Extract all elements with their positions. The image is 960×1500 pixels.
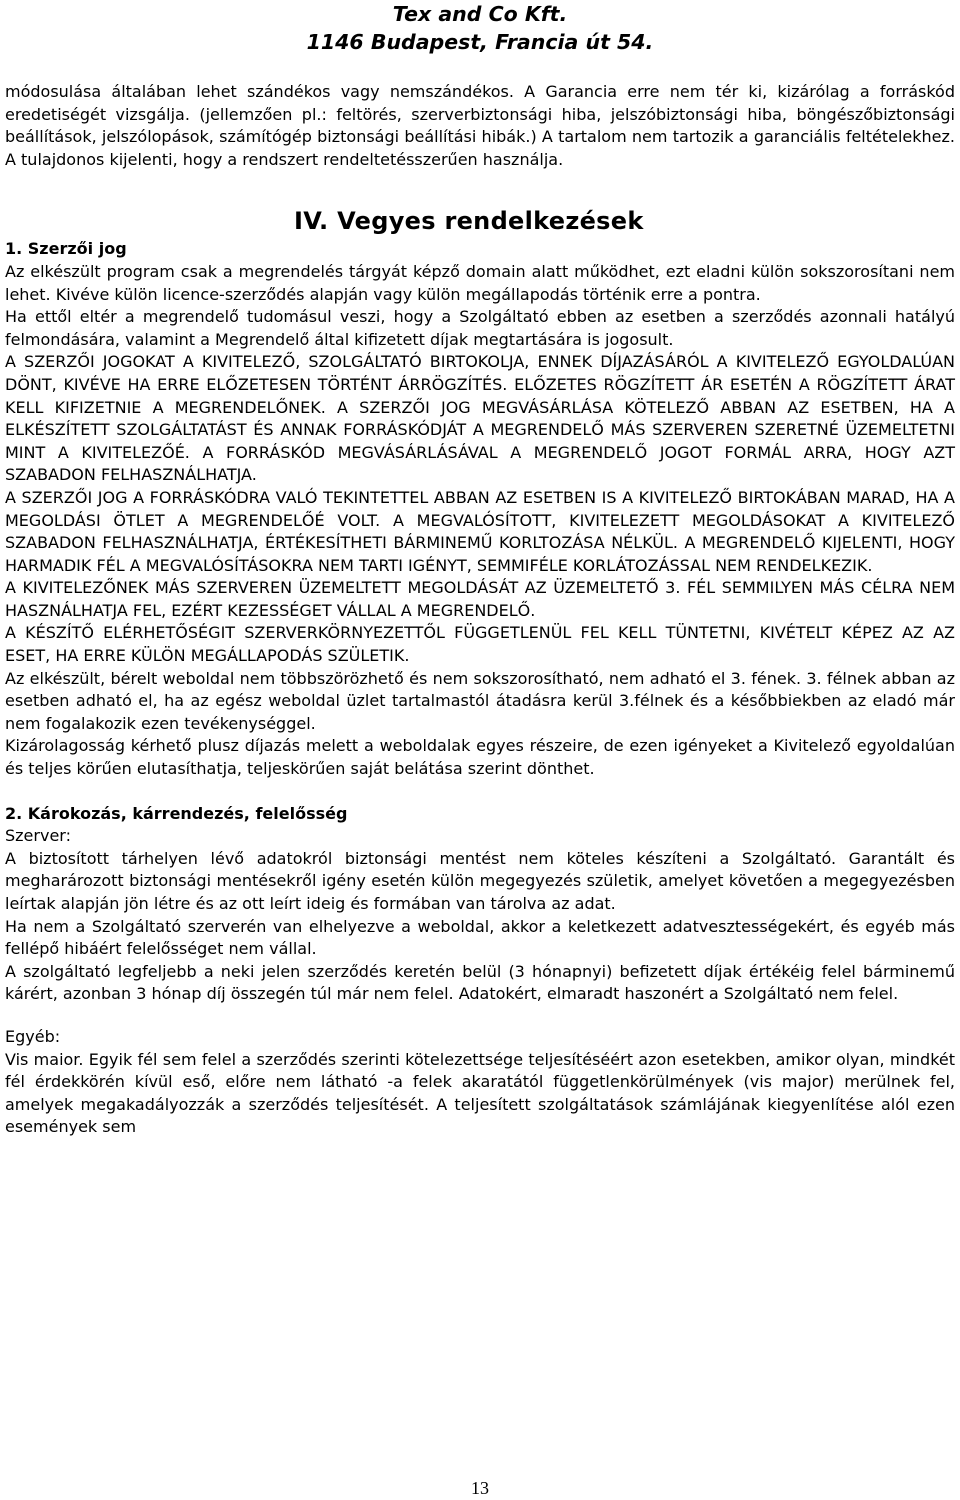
subsection-title-damages: 2. Károkozás, kárrendezés, felelősség [5,803,348,823]
damages-paragraph-1: A biztosított tárhelyen lévő adatokról biztonsági mentést nem köteles készíteni a Szolgáltató. Garantált és megharározott biztonsági mentésekről igény esetén külön megegyezés születik, amelyet követően a megegyezésben leírtak alapján jön létre és az ott leírt ideig és formában van tárolva az adat. [5,848,955,913]
copyright-paragraph-3: A SZERZŐI JOGOKAT A KIVITELEZŐ, SZOLGÁLTATÓ BIRTOKOLJA, ENNEK DÍJAZÁSÁRÓL A KIVITELEZŐ EGYOLDALÚAN DÖNT, KIVÉVE HA ERRE ELŐZETESEN TÖRTÉNT ÁRRÖGZÍTÉS. ELŐZETES RÖGZÍTETT ÁR ESETÉN A RÖGZÍTETT ÁRAT KELL KIFIZETNIE A MEGRENDELŐNEK. A SZERZŐI JOG MEGVÁSÁRLÁSA KÖTELEZŐ ABBAN AZ ESETBEN, HA A ELKÉSZÍTETT SZOLGÁLTATÁST ÉS ANNAK FORRÁSKÓDJÁT A MEGRENDELŐ MÁS SZERVEREN SZERETNÉ ÜZEMELTETNI MINT A KIVITELEZŐÉ. A FORRÁSKÓD MEGVÁSÁRLÁSÁVAL A MEGRENDELŐ JOGOT FORMÁL ARRA, HOGY AZT SZABADON FELHASZNÁLHATJA. [5,352,955,485]
copyright-paragraph-1: Az elkészült program csak a megrendelés tárgyát képző domain alatt működhet, ezt eladni külön sokszorosítani nem lehet. Kivéve külön licence-szerződés alapján vagy külön megállapodás történik erre a pontra. [5,261,955,304]
copyright-paragraph-2: Ha ettől eltér a megrendelő tudomásul veszi, hogy a Szolgáltató ebben az esetben a szerződés azonnali hatályú felmondására, valamint a Megrendelő által kifizetett díjak megtartására is jogosult. [5,307,955,349]
page-number: 13 [471,1478,489,1498]
intro-paragraph: módosulása általában lehet szándékos vagy nemszándékos. A Garancia erre nem tér ki, kizárólag a forráskód eredetiségét vizsgálja. (jellemzően pl.: feltörés, szerverbiztonsági hiba, jelszóbiztonsági hiba, böngészőbiztonsági beállítások, jelszólopások, számítógép biztonsági beállítási hibák.) A tartalom nem tartozik a garanciális feltételekhez. A tulajdonos kijelenti, hogy a rendszert rendeltetésszerűen használja. [5,82,955,169]
damages-paragraph-2: Ha nem a Szolgáltató szerverén van elhelyezve a weboldal, akkor a keletkezett adatvesztességekért, és egyéb más fellépő hibáért felelősséget nem vállal. [5,916,955,959]
server-label: Szerver: [5,826,71,846]
subsection-title-copyright: 1. Szerzői jog [5,239,127,259]
document-body [5,81,955,1139]
copyright-paragraph-4: A SZERZŐI JOG A FORRÁSKÓDRA VALÓ TEKINTETTEL ABBAN AZ ESETBEN IS A KIVITELEZŐ BIRTOKÁBAN MARAD, HA A MEGOLDÁSI ÖTLET A MEGRENDELŐÉ VOLT. A MEGVALÓSÍTOTT, KIVITELEZETT MEGOLDÁSOKAT A KIVITELEZŐ SZABADON FELHASZNÁLHATJA, ÉRTÉKESÍTHETI BÁRMINEMŰ KORLTOZÁSA NÉLKÜL. A MEGRENDELŐ KIJELENTI, HOGY HARMADIK FÉL A MEGVALÓSÍTÁSOKRA NEM TARTI IGÉNYT, SEMMIFÉLE KORLÁTOZÁSSAL NEM RENDELKEZIK. [5,487,955,575]
company-name: Tex and Co Kft. [392,2,568,26]
copyright-paragraph-8: Kizárolagosság kérhető plusz díjazás melett a weboldalak egyes részeire, de ezen igényeket a Kivitelező egyoldalúan és teljes körűen elutasíthatja, teljeskörűen saját belátása szerint dönthet. [5,736,955,779]
copyright-paragraph-7: Az elkészült, bérelt weboldal nem többszörözhető és nem sokszorosítható, nem adható el 3. fének. 3. félnek abban az esetben adható el, ha az egész weboldal üzlet tartalmastól átadásra kerül 3.félnek és a későbbiekben az eladó már nem fogalakozik ezen tevékenységgel. [5,668,955,733]
copyright-paragraph-5: A KIVITELEZŐNEK MÁS SZERVEREN ÜZEMELTETT MEGOLDÁSÁT AZ ÜZEMELTETŐ 3. FÉL SEMMILYEN MÁS CÉLRA NEM HASZNÁLHATJA FEL, EZÉRT KEZESSÉGET VÁLLAL A MEGRENDELŐ. [5,578,955,620]
damages-paragraph-3: A szolgáltató legfeljebb a neki jelen szerződés keretén belül (3 hónapnyi) befizetett díjak értékéig felel bárminemű kárért, azonban 3 hónap díj összegén túl már nem felel. Adatokért, elmaradt haszonért a Szolgáltató nem felel. [5,961,955,1004]
damages-paragraph-4: Vis maior. Egyik fél sem felel a szerződés szerinti kötelezettsége teljesítéséért azon esetekben, amikor olyan, mindkét fél érdekkörén kívül eső, előre nem látható -a felek akaratától függetlenkörülmények (vis major) merülnek fel, amelyek megakadályozzák a szerződés teljesítését. A teljesített szolgáltatások számlájának kiegyenlítése alól ezen események sem [5,1049,955,1137]
section-title: IV. Vegyes rendelkezések [294,207,644,236]
copyright-paragraph-6: A KÉSZÍTŐ ELÉRHETŐSÉGIT SZERVERKÖRNYEZETTŐL FÜGGETLENÜL FEL KELL TÜNTETNI, KIVÉTELT KÉPEZ AZ AZ ESET, HA ERRE KÜLÖN MEGÁLLAPODÁS SZÜLETIK. [5,623,955,666]
company-address: 1146 Budapest, Francia út 54. [306,30,654,54]
other-label: Egyéb: [5,1026,61,1046]
